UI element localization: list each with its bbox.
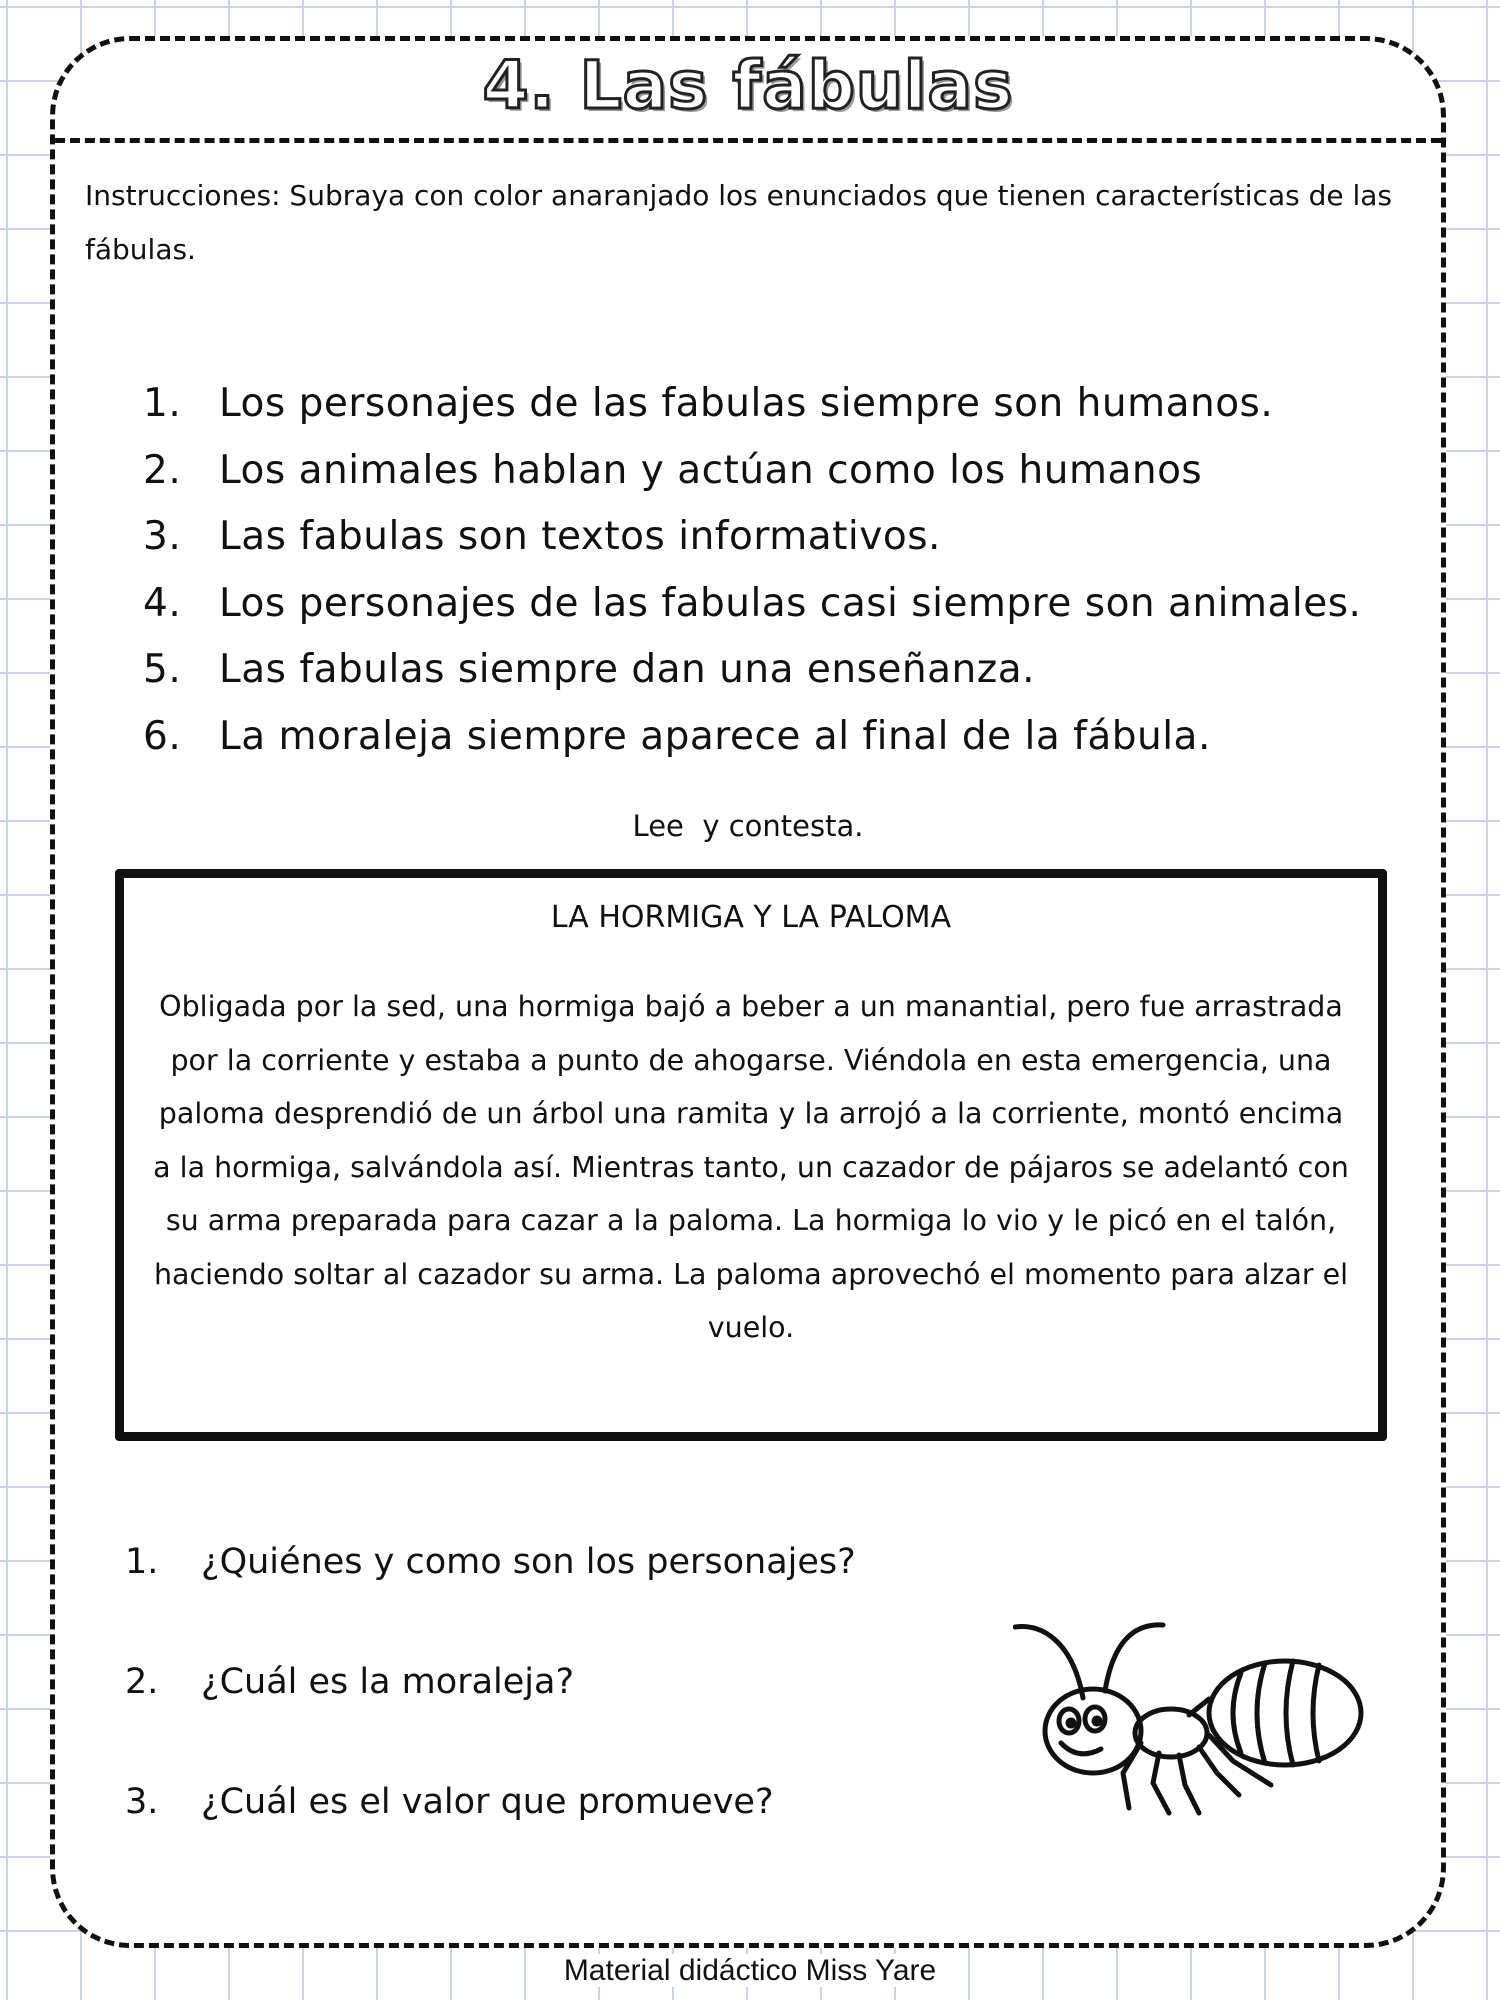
statement-item[interactable] <box>143 504 1443 571</box>
footer-text: Material didáctico Miss Yare <box>556 1954 944 1987</box>
question-number: 3. <box>125 1782 159 1822</box>
question-text: ¿Cuál es el valor que promueve? <box>201 1782 774 1822</box>
statement-number: 1. <box>143 381 182 426</box>
question-item[interactable] <box>125 1777 1025 1897</box>
story-title: LA HORMIGA Y LA PALOMA <box>550 900 952 935</box>
statement-number: 5. <box>143 647 182 692</box>
title-banner <box>55 41 1441 143</box>
statement-number: 4. <box>143 580 182 626</box>
statement-number: 6. <box>143 713 182 759</box>
footer-credit <box>0 1954 1500 1988</box>
statement-text: Las fabulas siempre dan una enseñanza. <box>219 647 1035 692</box>
statement-number: 2. <box>143 447 182 493</box>
instructions-text: Instrucciones: Subraya con color anaranjado los enunciados que tienen características de las fábulas. <box>85 179 1393 266</box>
statement-item[interactable] <box>143 371 1443 438</box>
question-item[interactable] <box>125 1537 1025 1657</box>
statement-text: Los personajes de las fabulas casi siempre son animales. <box>219 580 1362 626</box>
statement-number: 3. <box>143 514 182 559</box>
statement-item[interactable] <box>143 637 1443 704</box>
story-text: Obligada por la sed, una hormiga bajó a beber a un manantial, pero fue arrastrada por la corriente y estaba a punto de ahogarse. Viéndola en esta emergencia, una paloma desprendió de un árbol una ramita y la arrojó a la corriente, montó encima a la hormiga, salvándola así. Mientras tanto, un cazador de pájaros se adelantó con su arma preparada para cazar a la paloma. La hormiga lo vio y le picó en el talón, haciendo soltar al cazador su arma. La paloma aprovechó el momento para alzar el vuelo. <box>153 990 1349 1344</box>
question-text: ¿Quiénes y como son los personajes? <box>201 1542 856 1582</box>
statement-text: Los personajes de las fabulas siempre son humanos. <box>219 381 1274 426</box>
ant-icon <box>1013 1603 1373 1823</box>
statement-text: Los animales hablan y actúan como los humanos <box>219 447 1203 493</box>
statement-text: Las fabulas son textos informativos. <box>219 514 941 559</box>
question-item[interactable] <box>125 1657 1025 1777</box>
statements-list <box>143 371 1443 770</box>
statement-item[interactable] <box>143 438 1443 505</box>
page-title: 4. Las fábulas <box>482 47 1014 124</box>
statement-item[interactable] <box>143 704 1443 771</box>
questions-list <box>125 1537 1025 1897</box>
statement-item[interactable] <box>143 571 1443 638</box>
question-text: ¿Cuál es la moraleja? <box>201 1662 575 1702</box>
question-number: 1. <box>125 1542 159 1582</box>
question-number: 2. <box>125 1662 159 1702</box>
read-prompt: Lee y contesta. <box>632 809 864 843</box>
worksheet-card <box>50 36 1446 1948</box>
statement-text: La moraleja siempre aparece al final de la fábula. <box>219 713 1211 759</box>
story-box <box>115 869 1387 1441</box>
